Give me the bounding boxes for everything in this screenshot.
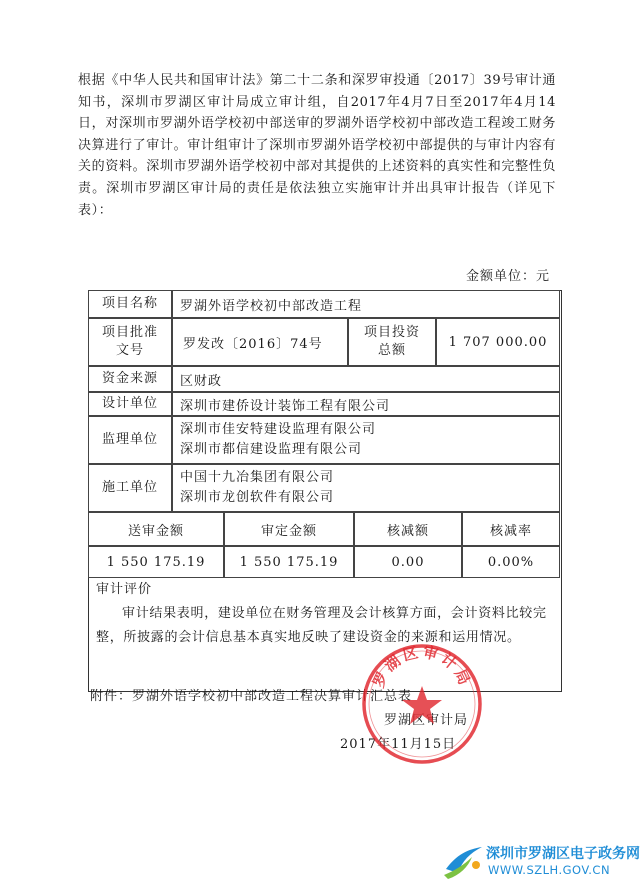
submitted-amount-header: 送审金额 [88,512,224,546]
evaluation-body: 审计结果表明，建设单位在财务管理及会计核算方面，会计资料比较完整，所披露的会计信息基本真实地反映了建设资金的来源和运用情况。 [96,606,547,645]
evaluation-title: 审计评价 [96,582,153,597]
reduction-amount-value: 0.00 [354,546,462,578]
fund-source-value: 区财政 [172,366,560,392]
fund-source-label: 资金来源 [88,366,172,392]
construction-unit-1: 中国十九冶集团有限公司 [180,470,335,485]
approved-amount-header: 审定金额 [224,512,354,546]
site-footer-logo [438,835,638,883]
reduction-rate-header: 核减率 [462,512,560,546]
supervision-unit-1: 深圳市佳安特建设监理有限公司 [180,422,377,437]
amount-unit: 金额单位：元 [465,269,550,284]
intro-paragraph: 根据《中华人民共和国审计法》第二十二条和深罗审投通〔2017〕39号审计通知书，深圳市罗湖区审计局成立审计组，自2017年4月7日至2017年4月14日，对深圳市罗湖外语学校初中部送审的罗湖外语学校初中部改造工程竣工财务决算进行了审计。审计组审计了深圳市罗湖外语学校初中部提供的与审计内容有关的资料。深圳市罗湖外语学校初中部对其提供的上述资料的真实性和完整性负责。深圳市罗湖区审计局的责任是依法独立实施审计并出具审计报告（详见下表）： [78,73,556,218]
supervision-unit-2: 深圳市都信建设监理有限公司 [180,442,363,457]
swoosh-logo-icon [438,835,486,883]
project-name-label: 项目名称 [88,290,172,318]
supervision-unit-label: 监理单位 [88,416,172,464]
construction-unit-values [172,464,560,512]
approval-label: 项目批准文号 [88,318,172,366]
reduction-rate-value: 0.00% [462,546,560,578]
seal-text: 罗湖区审计局 [369,642,475,691]
annex-note: 附件：罗湖外语学校初中部改造工程决算审计汇总表 [90,689,413,704]
signature-date: 2017年11月15日 [340,737,457,752]
design-unit-value: 深圳市建侨设计装饰工程有限公司 [172,392,560,416]
official-seal-stamp [358,640,486,768]
footer-site-url: WWW.SZLH.GOV.CN [488,863,611,877]
project-name-value: 罗湖外语学校初中部改造工程 [172,290,560,318]
design-unit-label: 设计单位 [88,392,172,416]
reduction-amount-header: 核减额 [354,512,462,546]
supervision-unit-values [172,416,560,464]
footer-site-name: 深圳市罗湖区电子政务网 [486,846,640,862]
submitted-amount-value: 1 550 175.19 [88,546,224,578]
signature-office: 罗湖区审计局 [384,713,469,728]
investment-total: 1 707 000.00 [436,318,560,366]
investment-label: 项目投资总额 [348,318,436,366]
construction-unit-label: 施工单位 [88,464,172,512]
approved-amount-value: 1 550 175.19 [224,546,354,578]
svg-text:罗湖区审计局 [369,643,474,690]
construction-unit-2: 深圳市龙创软件有限公司 [180,490,335,505]
approval-number: 罗发改〔2016〕74号 [172,318,348,366]
